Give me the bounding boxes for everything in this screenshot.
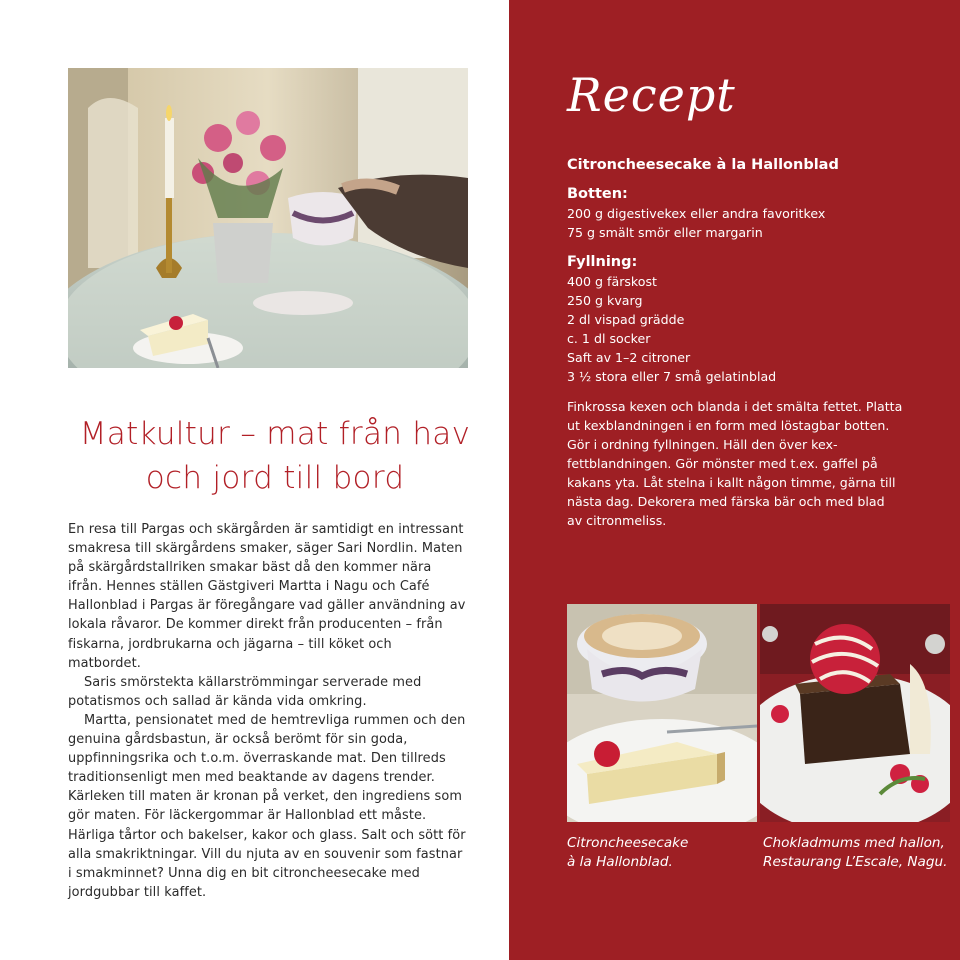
instruction-line: fettblandningen. Gör mönster med t.ex. gaffel på [567,456,878,471]
recipe-name: Citroncheesecake à la Hallonblad [567,157,839,173]
article-headline [60,412,490,500]
cheesecake-photo [567,604,757,822]
ingredients-filling-heading: Fyllning: [567,254,638,270]
instruction-line: ut kexblandningen i en form med löstagbar botten. [567,418,890,433]
ingredients-base [567,184,825,242]
caption-line: Restaurang L’Escale, Nagu. [763,854,948,870]
caption-line: Chokladmums med hallon, [763,835,945,851]
headline-line-2: och jord till bord [145,460,405,496]
ingredient-line: 3 ½ stora eller 7 små gelatinblad [567,369,777,384]
ingredient-line: 250 g kvarg [567,293,643,308]
instruction-line: kakans yta. Låt stelna i kallt någon timme, gärna till [567,475,896,490]
ingredient-line: Saft av 1–2 citroner [567,350,691,365]
ingredient-line: 2 dl vispad grädde [567,312,685,327]
chocolate-dessert-photo [760,604,950,822]
instruction-line: av citronmeliss. [567,513,667,528]
caption-line: à la Hallonblad. [567,854,673,870]
instruction-line: Gör i ordning fyllningen. Häll den över kex- [567,437,838,452]
article-body [68,520,468,902]
article-paragraph-3: Martta, pensionatet med de hemtrevliga rummen och den genuina gårdsbastun, är också berömt för sin goda, uppfinningsrika och t.o.m. överraskande mat. Den tillreds traditionsenligt men med beaktande av dagens trender. Kärleken till maten är kronan på verket, den ingrediens som gör maten. För läckergommar är Hallonblad ett måste. Härliga tårtor och bakelser, kakor och glass. Salt och sött för alla smakriktningar. Vill du njuta av en souvenir som fastnar i smakminnet? Unna dig en bit citroncheesecake med jordgubbar till kaffet. [68,712,466,900]
ingredient-line: 200 g digestivekex eller andra favoritkex [567,206,826,221]
caption-line: Citroncheesecake [567,835,689,851]
article-paragraph-2: Saris smörstekta källarströmmingar serverade med potatismos och sallad är kända vida omkring. [68,674,422,709]
recipe-instructions [567,397,907,530]
cafe-photo [68,68,468,368]
caption-cheesecake [567,834,688,872]
ingredients-filling [567,252,776,386]
instruction-line: Finkrossa kexen och blanda i det smälta fettet. Platta [567,399,903,414]
ingredient-line: 400 g färskost [567,274,657,289]
ingredients-base-heading: Botten: [567,186,628,202]
headline-line-1: Matkultur – mat från hav [79,416,471,452]
instruction-line: nästa dag. Dekorera med färska bär och med blad [567,494,885,509]
caption-chocolate-dessert [763,834,947,872]
recipe-page-title: Recept [567,68,736,122]
ingredient-line: c. 1 dl socker [567,331,651,346]
article-paragraph-1: En resa till Pargas och skärgården är samtidigt en intressant smakresa till skärgårdens smaker, säger Sari Nordlin. Maten på skärgårdstallriken smakar bäst då den kommer nära ifrån. Hennes ställen Gästgiveri Martta i Nagu och Café Hallonblad i Pargas är föregångare vad gäller användning av lokala råvaror. De kommer direkt från producenten – från fiskarna, jordbrukarna och jägarna – till köket och matbordet. [68,522,466,671]
ingredient-line: 75 g smält smör eller margarin [567,225,763,240]
